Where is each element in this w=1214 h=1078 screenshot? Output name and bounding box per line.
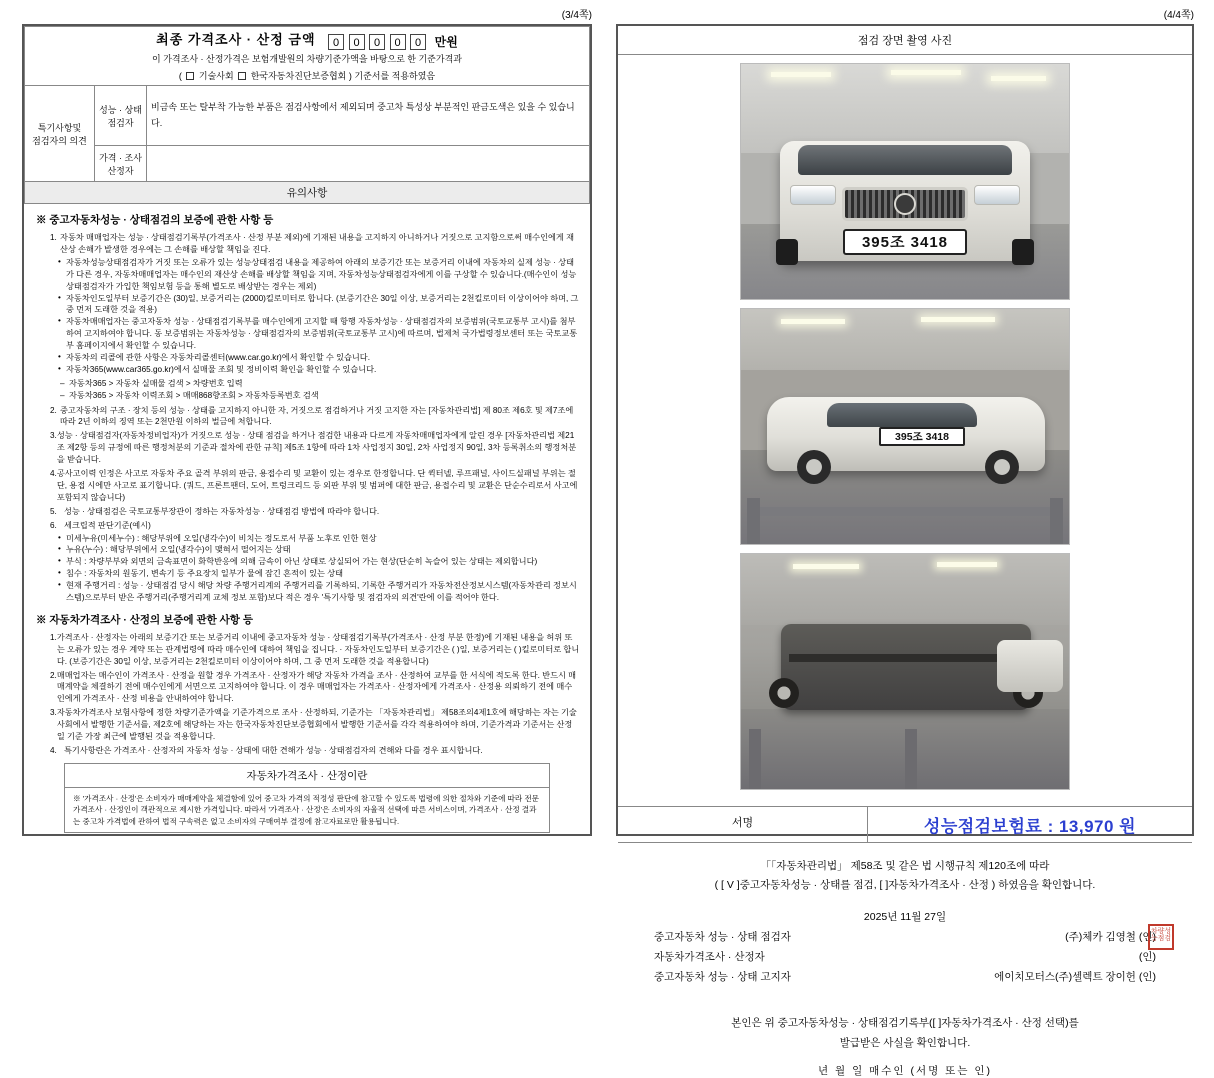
final-price-note-2 <box>29 70 585 84</box>
appraisal-definition-text: ※ '가격조사 · 산정'은 소비자가 매매계약을 체결함에 있어 중고차 가격의 적정성 판단에 참고할 수 있도록 법령에 의한 절차와 기준에 따라 전문 가격조사 · 산정인이 객관적으로 제시한 가격입니다. 따라서 '가격조사 · 산정'은 소비자의 자율적 선택에 따른 서비스이며, 가격조사 · 산정 결과는 중고차 가격법에 관하여 법적 구속력은 없고 소비자의 구매여부 결정에 참고자료로만 활용됩니다. <box>73 793 540 826</box>
item-number: 3. <box>50 431 57 441</box>
notice-item <box>50 670 580 706</box>
signature-row <box>654 928 1156 948</box>
signature-row-value: 에이치모터스(주)셀렉트 장이헌 (인) <box>994 970 1156 983</box>
wheel-rear <box>985 450 1019 484</box>
headlight-right <box>974 185 1020 205</box>
tire-left <box>776 239 798 265</box>
amount-digit: 0 <box>390 34 406 50</box>
windshield <box>798 145 1012 175</box>
signature-row-label: 중고자동차 성능 · 상태 고지자 <box>654 970 791 983</box>
wheel-left <box>769 678 799 708</box>
appraisal-definition-box <box>64 763 550 833</box>
final-amount-boxes <box>328 33 458 50</box>
confirmation-line-1: 본인은 위 중고자동차성능 · 상태점검기록부([ ]자동차가격조사 · 산정 선택)를 <box>731 1016 1079 1029</box>
confirmation-line-2: 발급받은 사실을 확인합니다. <box>839 1036 971 1049</box>
item-number: 1. <box>50 233 57 243</box>
opinion-row-label: 특기사항및 점검자의 의견 <box>25 86 95 182</box>
checkbox-diagnosis-assoc[interactable] <box>238 72 246 80</box>
notice-item <box>50 520 580 604</box>
background-vehicle <box>997 640 1063 692</box>
item-text: 성능 · 상태점검은 국토교통부장관이 정하는 자동차성능 · 상태점검 방법에 따라야 합니다. <box>64 506 380 516</box>
item-number: 1. <box>50 632 57 642</box>
lift-post-left <box>747 498 760 544</box>
signature-fee-row <box>618 806 1192 843</box>
notice-item <box>50 232 580 401</box>
notice-item <box>50 707 580 743</box>
item-number: 2. <box>50 405 57 415</box>
vehicle-lift-rail <box>751 507 1061 516</box>
left-page <box>22 6 592 836</box>
signature-row-label: 중고자동차 성능 · 상태 점검자 <box>654 930 791 943</box>
garage-ceiling <box>741 554 1069 625</box>
appraisal-definition-title: 자동차가격조사 · 산정이란 <box>65 764 549 788</box>
notice-bullet: • 현재 주행거리 : 성능 · 상태점검 당시 해당 차량 주행거리계의 주행거리를 기록하되, 기록한 주행거리가 자동차전산정보시스템(자동차관리 정보시스템)으로부터 받은 주행거리(주행거리계 교체 정보 포함)보다 적은 경우 '특기사항 및 점검자의 의견'란에 이를 적어야 한다. <box>58 580 580 604</box>
signature-row-value: (주)체카 김영철 (인) <box>1065 930 1156 943</box>
photo-area <box>618 55 1192 806</box>
left-page-number: (3/4쪽) <box>561 10 592 21</box>
notice-bullet: • 자동차365(www.car365.go.kr)에서 실매물 조회 및 정비이력 확인을 확인할 수 있습니다. <box>58 364 580 376</box>
signature-row <box>654 948 1156 968</box>
ceiling-light-icon <box>991 76 1046 81</box>
final-price-note-1: 이 가격조사 · 산정가격은 보험개발원의 차량기준가액을 바탕으로 한 기준가격과 <box>152 54 462 65</box>
item-number: 4. <box>50 469 57 479</box>
tire-right <box>1012 239 1034 265</box>
lift-post-center <box>905 729 917 789</box>
final-price-header <box>25 27 590 86</box>
item-text: 자동차 매매업자는 성능 · 상태점검기록부(가격조사 · 산정 부분 제외)에 기재된 내용을 고지하지 아니하거나 거짓으로 고지함으로써 매수인에게 재산상 손해가 발생한 경우에는 그 손해를 배상할 책임을 진다. <box>60 233 574 255</box>
notice-item <box>50 430 580 466</box>
item-text: 매매업자는 매수인이 가격조사 · 산정을 원할 경우 가격조사 · 산정자가 해당 자동차 가격을 조사 · 산정하여 교부를 한 서식에 적도록 한다. 반드시 매매계약을 체결하기 전에 매수인에게 서면으로 고지하여야 합니다. 이 경우 매매업자는 가격조사 · 산정자에게 가격조사 · 산정용 의뢰하기 전에 매수인에게 가격조사 · 산정 비용을 안내하여야 합니다. <box>56 670 577 704</box>
inspection-photo-side <box>740 308 1070 545</box>
right-page <box>616 6 1194 1078</box>
option-label-1: 기술사회 <box>198 70 234 81</box>
vehicle-underbody <box>781 624 1031 710</box>
right-page-number: (4/4쪽) <box>1163 10 1194 21</box>
notice-bullet: • 미세누유(미세누수) : 해당부위에 오일(냉각수)이 비치는 정도로서 부품 노후로 인한 현상 <box>58 533 580 545</box>
notice-bullet: • 부식 : 차량부부와 외면의 금속표면이 화학반응에 의해 금속이 아닌 상태로 상실되어 가는 현상(단순히 녹슬어 있는 상태는 제외합니다) <box>58 556 580 568</box>
brand-badge <box>894 193 916 215</box>
ceiling-light-icon <box>771 72 831 77</box>
inspection-photo-underbody <box>740 553 1070 790</box>
item-number: 3. <box>50 708 57 718</box>
ceiling-light-icon <box>937 562 997 567</box>
item-number: 6. <box>50 520 57 530</box>
item-text: 중고자동차의 구조 · 장치 등의 성능 · 상태를 고지하지 아니한 자, 거짓으로 점검하거나 거짓 고지한 자는 [자동차관리법] 제 80조 제6호 및 제7조에 따라 2년 이하의 징역 또는 2천만원 이하의 벌금에 처합니다. <box>60 405 574 427</box>
notice-bullet: • 누유(누수) : 해당부위에서 오일(냉각수)이 맺혀서 떨어지는 상태 <box>58 544 580 556</box>
appraiser-opinion-text <box>147 146 590 182</box>
notice-sub-list <box>50 533 580 604</box>
legal-line-2: ( [ V ]중고자동차성능 · 상태를 점검, [ ]자동차가격조사 · 산정 ) 하였음을 확인합니다. <box>714 878 1096 891</box>
inspection-fee-text: 성능점검보험료 : 13,970 원 <box>923 817 1137 836</box>
photo-section-title: 점검 장면 촬영 사진 <box>618 26 1192 55</box>
notice-section1-heading: ※ 중고자동차성능 · 상태점검의 보증에 관한 사항 등 <box>36 214 274 227</box>
notice-bullet: • 자동차성능상태점검자가 거짓 또는 오류가 있는 성능상태점검 내용을 제공하여 아래의 보증기간 또는 보증거리 이내에 자동차의 실제 성능 · 상태가 다른 경우, 자동차매매업자는 매수인의 재산상 손해를 배상할 책임을 지며, 자동차성능상태점검자에게 이를 구상할 수 있습니다.(매수인이 성능상태점검자가 가입한 책임보험 등을 통해 별도로 배상받는 경우는 제외) <box>58 257 580 293</box>
item-text: 자동차가격조사 보험사항에 정한 차량기준가액을 기준가격으로 조사 · 산정하되, 기준가는 「자동차관리법」 제58조의4제1호에 해당하는 자는 기술사회에서 발행한 기준서를, 제2호에 해당하는 자는 한국자동차진단보증협회에서 발행한 기준서를 각각 적용하여야 하며, 기준가격과 기준서는 산정일 기준 가장 최근에 발행된 것을 적용합니다. <box>56 708 577 741</box>
official-stamp-icon: 차량성능점검 <box>1148 924 1174 950</box>
amount-digit: 0 <box>328 34 344 50</box>
inspector-opinion-text: 비금속 또는 탈부착 가능한 부품은 점검사항에서 제외되며 중고차 특성상 부분적인 판금도색은 있을 수 있습니다. <box>147 86 590 146</box>
notice-dash: – 자동차365 > 자동차 실매물 검색 > 차량번호 입력 <box>60 378 580 390</box>
wheel-front <box>797 450 831 484</box>
buyer-confirmation <box>618 988 1192 1054</box>
notice-dash-list <box>50 378 580 402</box>
left-sheet <box>22 24 592 836</box>
notice-item <box>50 745 580 757</box>
appraiser-opinion-label: 가격 · 조사산정자 <box>95 146 147 182</box>
ceiling-light-icon <box>921 317 995 322</box>
item-text: 세크립적 판단기준(예시) <box>64 520 151 530</box>
notice-item <box>50 506 580 518</box>
signature-row <box>654 968 1156 988</box>
ceiling-light-icon <box>891 70 961 75</box>
legal-statement <box>618 843 1192 899</box>
notice-section1-list <box>50 232 580 604</box>
item-text: 공사고이력 인정은 사고로 자동차 주요 골격 부위의 판금, 용접수리 및 교환이 있는 경우로 한정합니다. 단 퀵터넬, 루프패널, 사이드실패널 부위는 절단, 용접 시에만 사고로 표기합니다. (쿼드, 프론트팬더, 도어, 트렁크리드 등 외판 부위 및 범퍼에 대한 판금, 용접수리 및 교환은 단순수리로서 사고에 포함되지 않습니다) <box>56 469 578 502</box>
side-glass <box>827 403 977 427</box>
signature-label: 서명 <box>618 807 868 842</box>
item-number: 4. <box>50 745 57 755</box>
signature-row-value: (인) <box>1138 950 1156 963</box>
license-plate-side: 395조 3418 <box>879 427 965 446</box>
legal-line-1: 「「자동차관리법」 제58조 및 같은 법 시행규칙 제120조에 따라 <box>760 860 1050 872</box>
item-text: 가격조사 · 산정자는 아래의 보증기간 또는 보증거리 이내에 중고자동차 성능 · 상태점검기록부(가격조사 · 산정 부분 한정)에 기재된 내용을 허위 또는 오류가 있는 경우 계약 또는 관계법령에 따라 매수인에 대하여 책임을 집니다. · 자동차인도일부터 보증기간은 ( )일, 보증거리는 ( )킬로미터로 합니다. (보증기간은 30일 이상, 보증거리는 2천킬로미터 이상이어야 하며, 그 중 먼저 도래한 것을 적용합니다) <box>56 632 580 666</box>
ceiling-light-icon <box>781 319 845 324</box>
issue-date: 2025년 11월 27일 <box>863 910 947 923</box>
buyer-signature-line: 년 월 일 매수인 (서명 또는 인) <box>817 1065 993 1078</box>
notice-item <box>50 468 580 504</box>
right-sheet <box>616 24 1194 1078</box>
notice-body <box>24 204 590 837</box>
amount-unit: 만원 <box>434 35 458 50</box>
checkbox-tech-society[interactable] <box>186 72 194 80</box>
paren-open: ( <box>178 70 182 81</box>
inspector-opinion-label: 성능 · 상태점검자 <box>95 86 147 146</box>
inspection-fee-cell <box>868 807 1192 842</box>
vehicle-side-view <box>767 397 1045 471</box>
notice-item <box>50 632 580 668</box>
headlight-left <box>790 185 836 205</box>
notice-bullet: • 침수 : 자동차의 원동기, 변속기 등 주요장치 일부가 물에 잠긴 흔적이 있는 상태 <box>58 568 580 580</box>
inspection-photo-front <box>740 63 1070 300</box>
amount-digit: 0 <box>410 34 426 50</box>
notice-section-bar: 유의사항 <box>24 182 590 204</box>
final-price-title: 최종 가격조사 · 산정 금액 <box>156 32 316 47</box>
axle <box>789 654 1023 662</box>
item-number: 2. <box>50 670 57 680</box>
item-text: 특기사항란은 가격조사 · 산정자의 자동차 성능 · 상태에 대한 견해가 성능 · 상태점검자의 견해와 다를 경우 표시합니다. <box>64 745 483 755</box>
item-number: 5. <box>50 506 57 516</box>
notice-bullet: • 자동차매매업자는 중고자동차 성능 · 상태점검기록부를 매수인에게 고지할 때 항행 자동차성능 · 상태점검자의 보증범위(국토교통부 고시)를 첨부하여 고지하여야 합니다. 동 보증범위는 자동차성능 · 상태점검자의 보증범위(국토교통부 고시)에 따르며, 법제처 국가법령정보센터 또는 국토교통부 홈페이지에서 확인할 수 있습니다. <box>58 316 580 352</box>
vehicle-front-view <box>780 141 1030 261</box>
notice-section2-heading: ※ 자동차가격조사 · 산정의 보증에 관한 사항 등 <box>36 613 253 626</box>
amount-digit: 0 <box>349 34 365 50</box>
option-label-2: 한국자동차진단보증협회 <box>250 70 347 81</box>
final-price-table <box>24 26 590 182</box>
lift-post-right <box>1050 498 1063 544</box>
lift-post-left <box>749 729 761 789</box>
notice-section2-list <box>50 632 580 757</box>
notice-bullet: • 자동차인도일부터 보증기간은 (30)일, 보증거리는 (2000)킬로미터로 합니다. (보증기간은 30일 이상, 보증거리는 2천킬로미터 이상이어야 하며, 그 중 먼저 도래한 것을 적용) <box>58 293 580 317</box>
item-text: 성능 · 상태점검자(자동차정비업자)가 거짓으로 성능 · 상태 점검을 하거나 점검한 내용과 다르게 자동차매매업자에게 알린 경우 [자동차관리법 제21조 제2항 등의 규정에 따른 행정처분의 기준과 절차에 관한 규칙] 제5조 1항에 따라 1차 사업정지 30일, 2차 사업정지 90일, 3차 등록취소의 행정처분을 받습니다. <box>56 431 577 465</box>
notice-item <box>50 405 580 429</box>
paren-close-text: ) 기준서를 적용하였음 <box>348 70 436 81</box>
amount-digit: 0 <box>369 34 385 50</box>
signature-block <box>618 924 1192 988</box>
signature-row-label: 자동차가격조사 · 산정자 <box>654 950 765 963</box>
notice-bullet: • 자동차의 리콜에 관한 사항은 자동차리콜센터(www.car.go.kr)에서 확인할 수 있습니다. <box>58 352 580 364</box>
ceiling-light-icon <box>793 564 859 569</box>
notice-sub-list <box>50 257 580 376</box>
license-plate-front: 395조 3418 <box>843 229 967 255</box>
notice-dash: – 자동차365 > 자동차 이력조회 > 매매868향조회 > 자동차등록번호 검색 <box>60 390 580 402</box>
